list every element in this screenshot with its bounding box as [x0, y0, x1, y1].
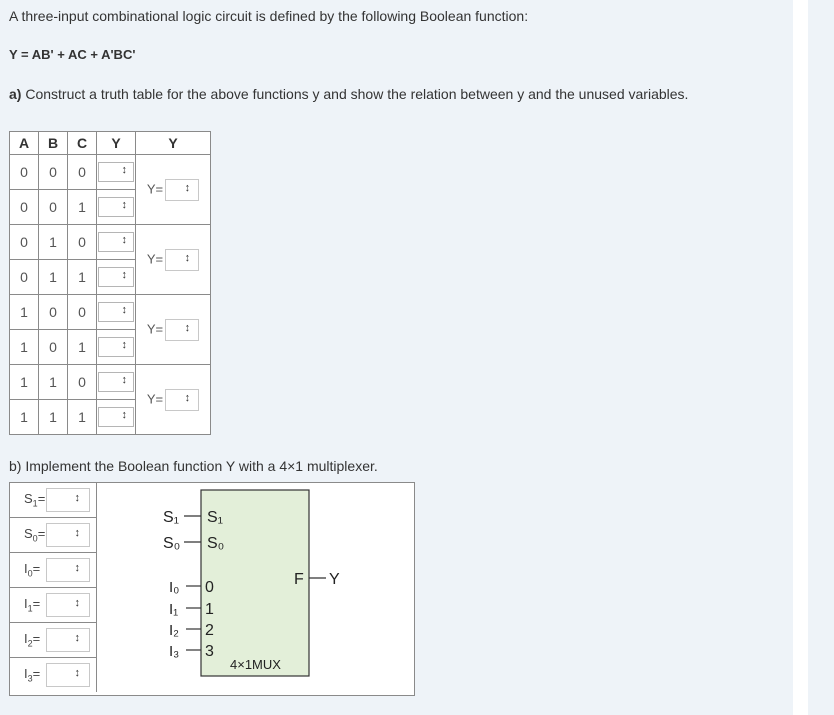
truth-table — [9, 131, 211, 435]
i0-subscript: 0 — [27, 568, 33, 579]
i1-subscript: 1 — [27, 603, 33, 614]
i1-equals: = — [32, 596, 41, 611]
i3-letter: I — [24, 666, 28, 681]
s0-label — [24, 526, 45, 544]
y-relation-cell — [136, 365, 211, 435]
y-select[interactable] — [98, 232, 134, 252]
table-row — [10, 295, 211, 330]
i2-subscript: 2 — [27, 638, 33, 649]
cell-b: 0 — [39, 190, 68, 225]
cell-c: 0 — [68, 295, 97, 330]
i0-select[interactable] — [46, 558, 90, 582]
header-y: Y — [97, 132, 136, 155]
cell-b: 0 — [39, 155, 68, 190]
y-relation-cell — [136, 155, 211, 225]
y-select[interactable] — [98, 197, 134, 217]
cell-b: 1 — [39, 260, 68, 295]
y-relation-label: Y= — [146, 180, 164, 196]
part-a-prompt — [9, 85, 688, 103]
header-c: C — [68, 132, 97, 155]
i1-row — [10, 588, 97, 623]
i2-letter: I — [24, 631, 28, 646]
y-cell — [97, 365, 136, 400]
i2-label — [24, 631, 40, 649]
y-cell — [97, 225, 136, 260]
y-relation-select[interactable] — [165, 179, 199, 201]
cell-c: 0 — [68, 225, 97, 260]
y-select[interactable] — [98, 267, 134, 287]
output-y-label: Y — [329, 571, 340, 588]
cell-c: 1 — [68, 330, 97, 365]
cell-c: 0 — [68, 365, 97, 400]
s1-label — [24, 491, 45, 509]
cell-b: 1 — [39, 400, 68, 435]
s0-subscript: 0 — [32, 533, 38, 544]
y-cell — [97, 400, 136, 435]
question-intro: A three-input combinational logic circuit is defined by the following Boolean function: — [9, 8, 529, 24]
input-1-number: 1 — [205, 601, 214, 618]
y-relation-cell — [136, 225, 211, 295]
input-2-number: 2 — [205, 622, 214, 639]
i1-label — [24, 596, 40, 614]
cell-b: 0 — [39, 295, 68, 330]
mux-type-label: 4×1MUX — [230, 657, 281, 672]
cell-c: 0 — [68, 155, 97, 190]
i1-outer-label: I₁ — [169, 601, 179, 618]
s0-select[interactable] — [46, 523, 90, 547]
part-a-label: a) — [9, 86, 22, 102]
boolean-function: Y = AB' + AC + A'BC' — [9, 47, 136, 62]
input-3-number: 3 — [205, 643, 214, 660]
i3-row — [10, 658, 97, 692]
y-relation-select[interactable] — [165, 319, 199, 341]
cell-a: 1 — [10, 295, 39, 330]
i2-equals: = — [32, 631, 41, 646]
y-relation-label: Y= — [146, 390, 164, 406]
cell-c: 1 — [68, 260, 97, 295]
cell-a: 1 — [10, 365, 39, 400]
cell-c: 1 — [68, 400, 97, 435]
cell-c: 1 — [68, 190, 97, 225]
y-cell — [97, 155, 136, 190]
i1-letter: I — [24, 596, 28, 611]
scrollbar-gutter[interactable] — [808, 0, 834, 715]
i0-outer-label: I₀ — [169, 579, 180, 596]
i2-outer-label: I₂ — [169, 622, 179, 639]
header-b: B — [39, 132, 68, 155]
cell-a: 0 — [10, 190, 39, 225]
i2-select[interactable] — [46, 628, 90, 652]
y-cell — [97, 295, 136, 330]
cell-b: 0 — [39, 330, 68, 365]
y-select[interactable] — [98, 407, 134, 427]
i3-subscript: 3 — [27, 673, 33, 684]
cell-b: 1 — [39, 365, 68, 400]
y-select[interactable] — [98, 162, 134, 182]
i3-label — [24, 666, 40, 684]
s1-equals: = — [37, 491, 46, 506]
input-0-number: 0 — [205, 579, 214, 596]
s0-outer-label: S₀ — [163, 535, 181, 552]
cell-a: 0 — [10, 155, 39, 190]
s1-inner-label: S₁ — [207, 509, 224, 526]
s1-select[interactable] — [46, 488, 90, 512]
header-y-relation: Y — [136, 132, 211, 155]
s0-inner-label: S₀ — [207, 535, 225, 552]
s1-letter: S — [24, 491, 33, 506]
s0-row — [10, 518, 97, 553]
i2-row — [10, 623, 97, 658]
s0-letter: S — [24, 526, 33, 541]
y-relation-cell — [136, 295, 211, 365]
part-b-prompt: b) Implement the Boolean function Y with a 4×1 multiplexer. — [9, 458, 378, 474]
i1-select[interactable] — [46, 593, 90, 617]
y-select[interactable] — [98, 337, 134, 357]
y-relation-select[interactable] — [165, 389, 199, 411]
y-cell — [97, 330, 136, 365]
y-select[interactable] — [98, 372, 134, 392]
i0-label — [24, 561, 40, 579]
table-row — [10, 365, 211, 400]
s1-subscript: 1 — [32, 498, 38, 509]
cell-a: 1 — [10, 400, 39, 435]
cell-a: 0 — [10, 260, 39, 295]
s1-outer-label: S₁ — [163, 509, 180, 526]
mux-diagram — [151, 484, 351, 686]
s1-row — [10, 483, 97, 518]
i3-select[interactable] — [46, 663, 90, 687]
output-f-label: F — [294, 571, 304, 588]
y-relation-label: Y= — [146, 320, 164, 336]
cell-b: 1 — [39, 225, 68, 260]
i0-letter: I — [24, 561, 28, 576]
table-row — [10, 155, 211, 190]
i3-equals: = — [32, 666, 41, 681]
s0-equals: = — [37, 526, 46, 541]
y-relation-select[interactable] — [165, 249, 199, 271]
header-a: A — [10, 132, 39, 155]
i0-equals: = — [32, 561, 41, 576]
y-relation-label: Y= — [146, 250, 164, 266]
y-cell — [97, 190, 136, 225]
y-cell — [97, 260, 136, 295]
i0-row — [10, 553, 97, 588]
table-row — [10, 225, 211, 260]
cell-a: 0 — [10, 225, 39, 260]
cell-a: 1 — [10, 330, 39, 365]
part-a-text: Construct a truth table for the above functions y and show the relation between y and the unused variables. — [25, 86, 689, 102]
y-select[interactable] — [98, 302, 134, 322]
i3-outer-label: I₃ — [169, 643, 180, 660]
